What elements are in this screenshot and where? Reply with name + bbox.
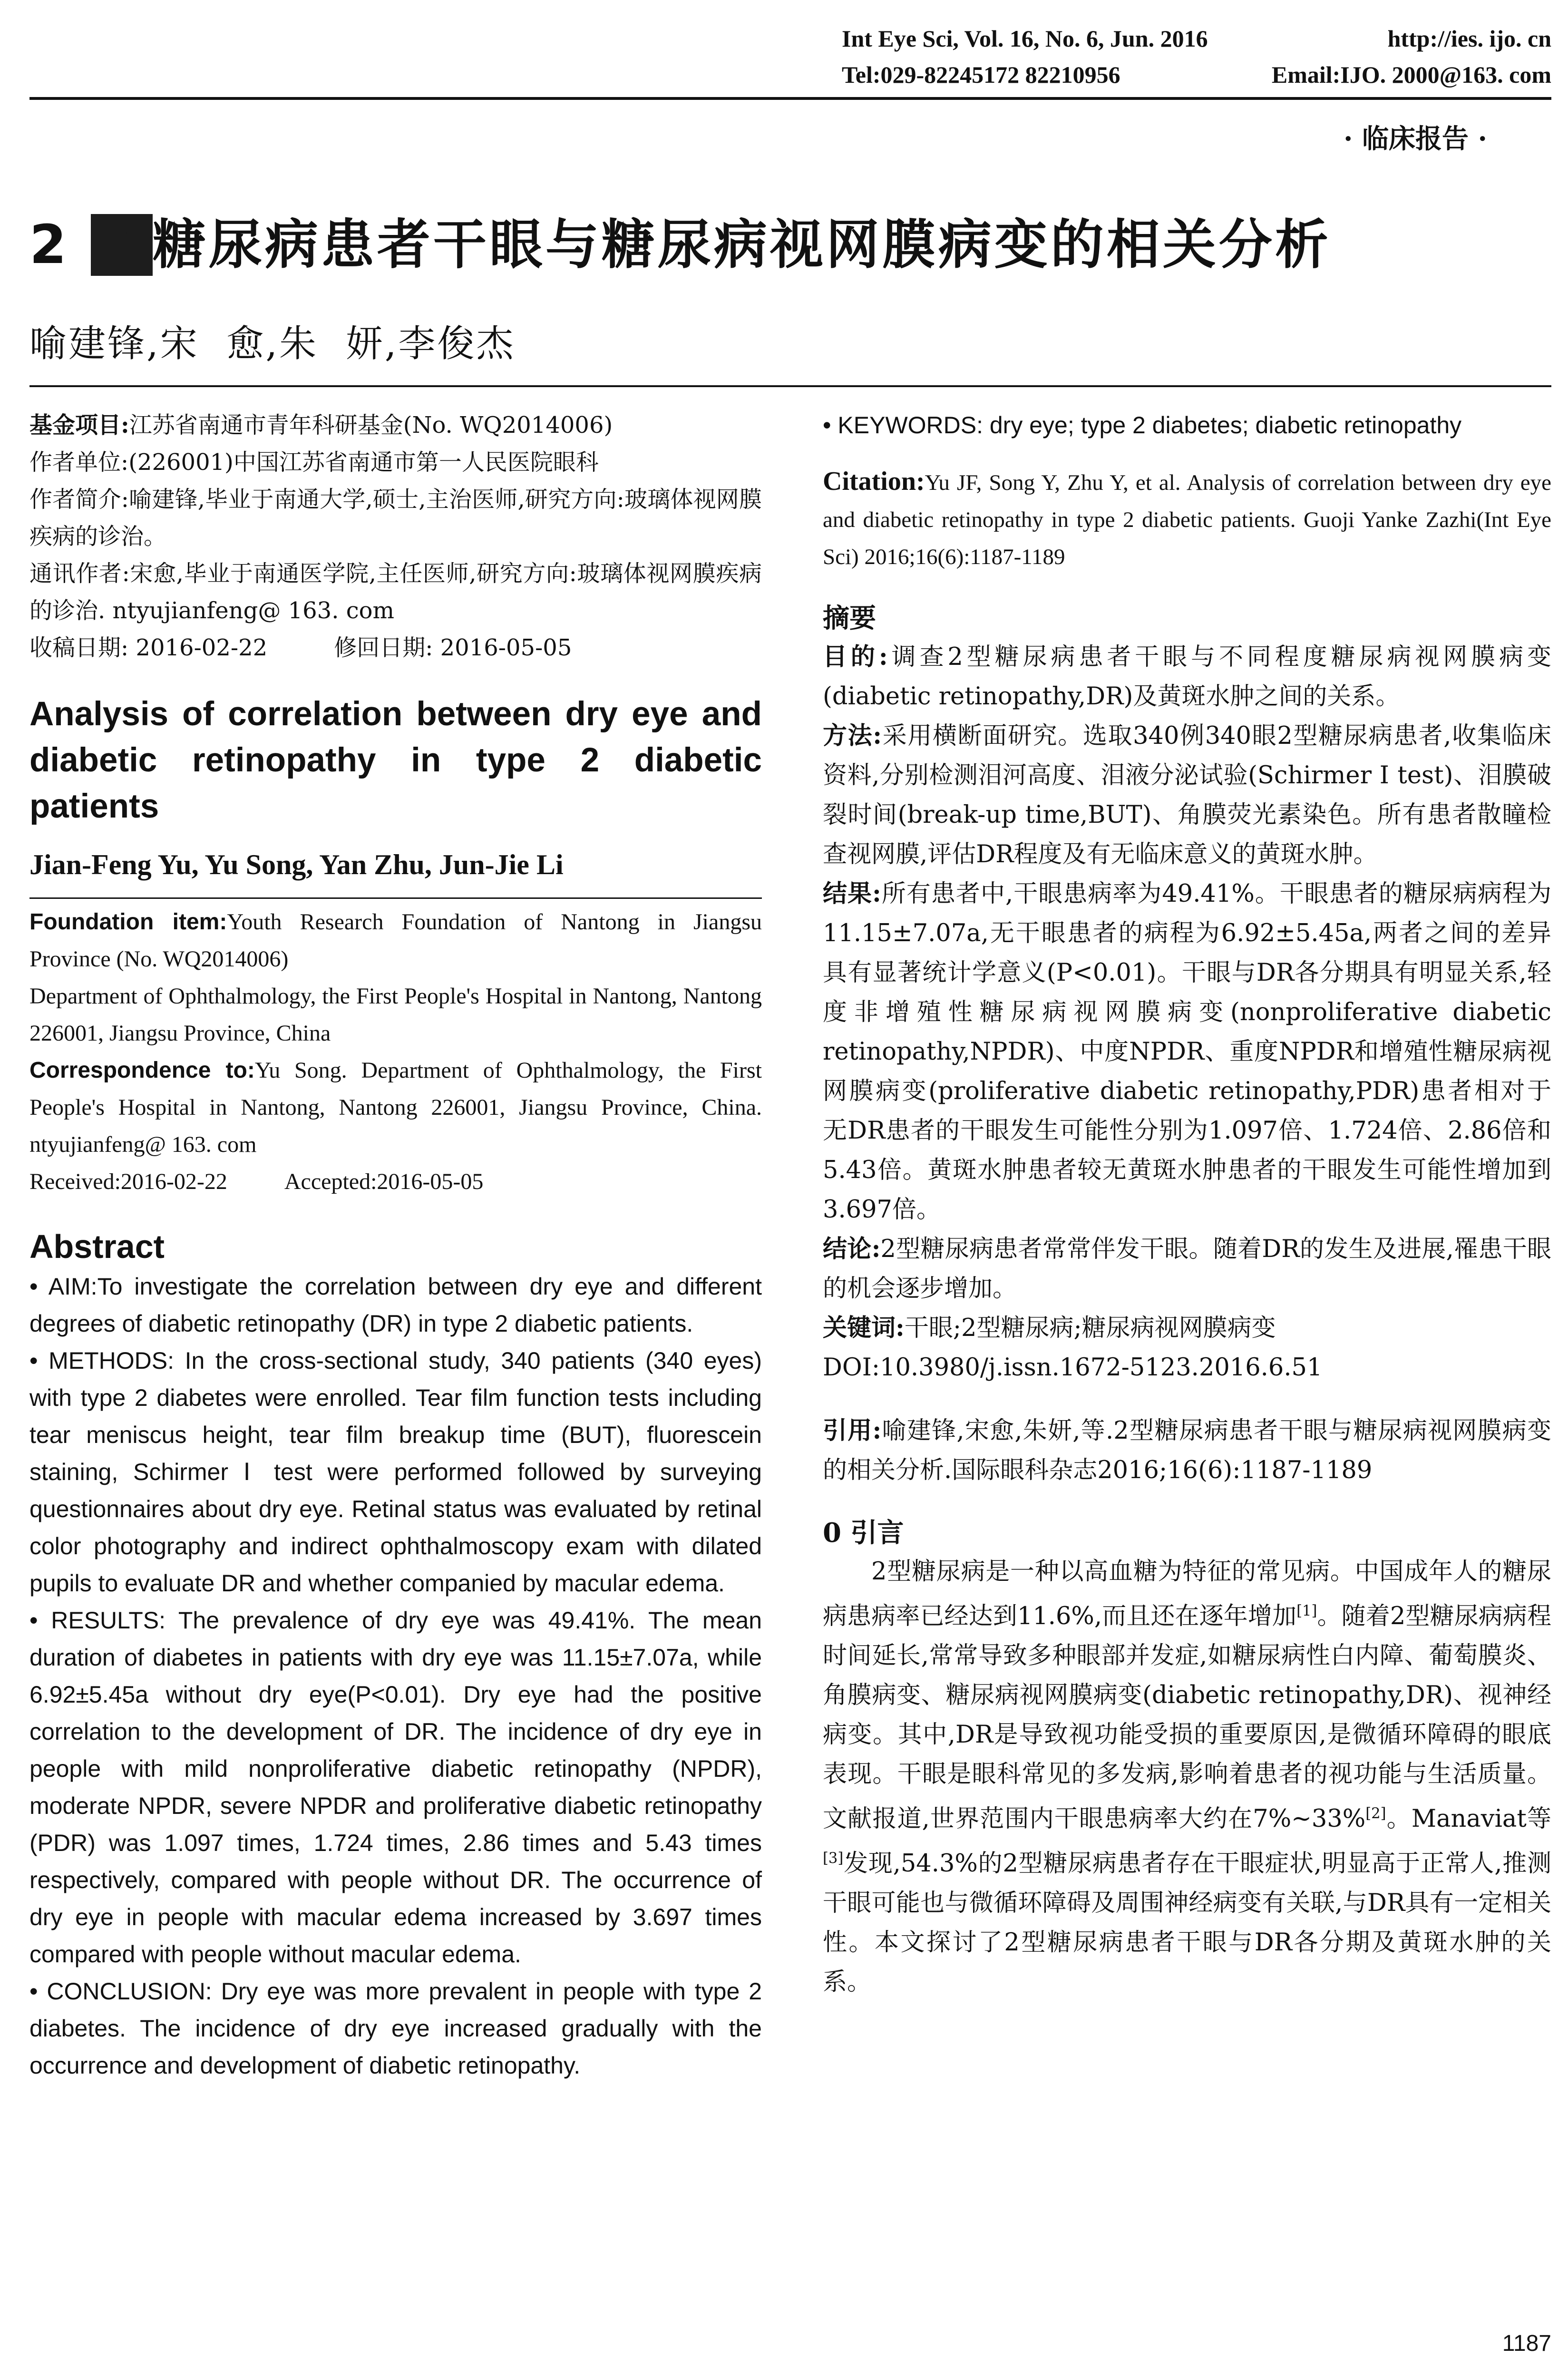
citation-label: Citation: <box>823 467 925 496</box>
cn-abstract-heading: 摘要 <box>823 603 876 634</box>
intro-paragraph: 2型糖尿病是一种以高血糖为特征的常见病。中国成年人的糖尿病患病率已经达到11.6%,而且还在逐年增加[1]。随着2型糖尿病病程时间延长,常常导致多种眼部并发症,如糖尿病性白内障、葡萄膜炎、角膜病变、糖尿病视网膜病变(diabetic retinopathy,DR)、视神经病变。其中,DR是导致视功能受损的重要原因,是微循环障碍的眼底表现。干眼是眼科常见的多发病,影响着患者的视功能与生活质量。文献报道,世界范围内干眼患病率大约在7%~33%[2]。Manaviat等[3]发现,54.3%的2型糖尿病患者存在干眼症状,明显高于正常人,推测干眼可能也与微循环障碍及周围神经病变有关联,与DR具有一定相关性。本文探讨了2型糖尿病患者干眼与DR各分期及黄斑水肿的关系。 <box>823 1558 1552 1996</box>
title-box-char: 型 <box>91 214 153 276</box>
cn-aim: 目的:调查2型糖尿病患者干眼与不同程度糖尿病视网膜病变(diabetic retinopathy,DR)及黄斑水肿之间的关系。 <box>823 643 1552 711</box>
en-meta <box>29 904 762 1200</box>
correspondence-line: Correspondence to:Yu Song. Department of Ophthalmology, the First People's Hospital in Nantong, Nantong 226001, Jiangsu Province, China. ntyujianfeng@ 163. com <box>29 1058 762 1157</box>
left-column <box>29 407 762 2084</box>
citation <box>823 463 1551 575</box>
title-rule <box>29 385 1551 387</box>
abstract-conclusion: • CONCLUSION: Dry eye was more prevalent in people with type 2 diabetes. The incidence of dry eye increased gradually with the occurrence and development of diabetic retinopathy. <box>29 1978 762 2079</box>
intro-body <box>823 1552 1551 2002</box>
corr-line: 通讯作者:宋愈,毕业于南通医学院,主任医师,研究方向:玻璃体视网膜疾病的诊治. ntyujianfeng@ 163. com <box>29 560 762 624</box>
intro-line: 作者简介:喻建锋,毕业于南通大学,硕士,主治医师,研究方向:玻璃体视网膜疾病的诊治。 <box>29 486 762 550</box>
ref-2[interactable]: [2] <box>1365 1805 1386 1822</box>
journal-header-line2 <box>842 61 1551 88</box>
abstract-body <box>29 1268 762 2084</box>
dates-line: 收稿日期: 2016-02-22 修回日期: 2016-05-05 <box>29 634 572 661</box>
cn-citation <box>823 1411 1551 1490</box>
authors-rule <box>29 897 762 899</box>
ref-1[interactable]: [1] <box>1296 1603 1317 1619</box>
abstract-heading: Abstract <box>29 1228 165 1265</box>
department-line: Department of Ophthalmology, the First People's Hospital in Nantong, Nantong 226001, Jiangsu Province, China <box>29 984 762 1046</box>
unit-line: 作者单位:(226001)中国江苏省南通市第一人民医院眼科 <box>29 449 599 476</box>
paper-title <box>29 202 1331 279</box>
journal-url[interactable]: http://ies. ijo. cn <box>1387 25 1551 52</box>
page-number: 1187 <box>1502 2331 1551 2356</box>
abstract-results: • RESULTS: The prevalence of dry eye was 49.41%. The mean duration of diabetes in patients with dry eye was 11.15±7.07a, while 6.92±5.45a without dry eye(P<0.01). Dry eye had the positive correlation to the development of DR. The incidence of dry eye in people with mild nonproliferative diabetic retinopathy (NPDR), moderate NPDR, severe NPDR and proliferative diabetic retinopathy (PDR) was 1.097 times, 1.724 times, 2.86 times and 5.43 times respectively, compared with people without DR. The occurrence of dry eye in people with macular edema increased by 3.697 times compared with people without macular edema. <box>29 1607 762 1968</box>
cn-abstract-body <box>823 637 1551 1387</box>
journal-email[interactable]: Email:IJO. 2000@163. com <box>1271 61 1551 88</box>
foundation-line: Foundation item:Youth Research Foundation of Nantong in Jiangsu Province (No. WQ2014006) <box>29 909 762 972</box>
abstract-methods: • METHODS: In the cross-sectional study, 340 patients (340 eyes) with type 2 diabetes were enrolled. Tear film function tests including tear meniscus height, tear film breakup time (BUT), fluorescein staining, Schirmer Ⅰ test were performed followed by surveying questionnaires about dry eye. Retinal status was evaluated by retinal color photography and indirect ophthalmoscopy exam with dilated pupils to evaluate DR and whether companied by macular edema. <box>29 1347 762 1597</box>
journal-tel: Tel:029-82245172 82210956 <box>842 61 1120 88</box>
journal-citation: Int Eye Sci, Vol. 16, No. 6, Jun. 2016 <box>842 25 1208 52</box>
en-authors: Jian-Feng Yu, Yu Song, Yan Zhu, Jun-Jie Li <box>29 849 564 880</box>
cn-methods: 方法:采用横断面研究。选取340例340眼2型糖尿病患者,收集临床资料,分别检测泪河高度、泪液分泌试验(Schirmer Ⅰ test)、泪膜破裂时间(break-up time,BUT)、角膜荧光素染色。所有患者散瞳检查视网膜,评估DR程度及有无临床意义的黄斑水肿。 <box>823 721 1551 868</box>
header-rule <box>29 97 1551 100</box>
en-dates-line: Received:2016-02-22 Accepted:2016-05-05 <box>29 1169 484 1194</box>
cn-conclusion: 结论:2型糖尿病患者常常伴发干眼。随着DR的发生及进展,罹患干眼的机会逐步增加。 <box>823 1235 1552 1303</box>
column-tag: · 临床报告 · <box>1344 123 1487 155</box>
title-rest: 糖尿病患者干眼与糖尿病视网膜病变的相关分析 <box>152 214 1331 276</box>
en-title: Analysis of correlation between dry eye and diabetic retinopathy in type 2 diabetic patients <box>29 695 762 825</box>
abstract-aim: • AIM:To investigate the correlation between dry eye and different degrees of diabetic retinopathy (DR) in type 2 diabetic patients. <box>29 1273 762 1337</box>
cn-meta <box>29 407 762 666</box>
abstract-keywords: • KEYWORDS: dry eye; type 2 diabetes; diabetic retinopathy <box>823 412 1462 438</box>
title-prefix: 2 <box>29 214 69 276</box>
intro-heading: 0 引言 <box>823 1517 904 1549</box>
doi: DOI:10.3980/j.issn.1672-5123.2016.6.51 <box>823 1354 1323 1382</box>
authors-cn: 喻建锋,宋 愈,朱 妍,李俊杰 <box>29 322 516 365</box>
right-column <box>823 407 1551 2002</box>
cn-citation-label: 引用: <box>823 1416 882 1445</box>
journal-header-line1 <box>842 25 1551 52</box>
cn-citation-text: 喻建锋,宋愈,朱妍,等.2型糖尿病患者干眼与糖尿病视网膜病变的相关分析.国际眼科杂志2016;16(6):1187-1189 <box>823 1417 1552 1484</box>
citation-text: Yu JF, Song Y, Zhu Y, et al. Analysis of correlation between dry eye and diabetic retinopathy in type 2 diabetic patients. Guoji Yanke Zazhi(Int Eye Sci) 2016;16(6):1187-1189 <box>823 470 1551 569</box>
cn-results: 结果:所有患者中,干眼患病率为49.41%。干眼患者的糖尿病病程为11.15±7.07a,无干眼患者的病程为6.92±5.45a,两者之间的差异具有显著统计学意义(P<0.01)。干眼与DR各分期具有明显关系,轻度非增殖性糖尿病视网膜病变(nonproliferative diabetic retinopathy,NPDR)、中度NPDR、重度NPDR和增殖性糖尿病视网膜病变(proliferative diabetic retinopathy,PDR)患者相对于无DR患者的干眼发生可能性分别为1.097倍、1.724倍、2.86倍和5.43倍。黄斑水肿患者较无黄斑水肿患者的干眼发生可能性增加到3.697倍。 <box>823 879 1552 1224</box>
ref-3[interactable]: [3] <box>823 1850 844 1867</box>
cn-keywords: 关键词:干眼;2型糖尿病;糖尿病视网膜病变 <box>823 1314 1276 1342</box>
fund-line: 基金项目:江苏省南通市青年科研基金(No. WQ2014006) <box>29 412 613 438</box>
